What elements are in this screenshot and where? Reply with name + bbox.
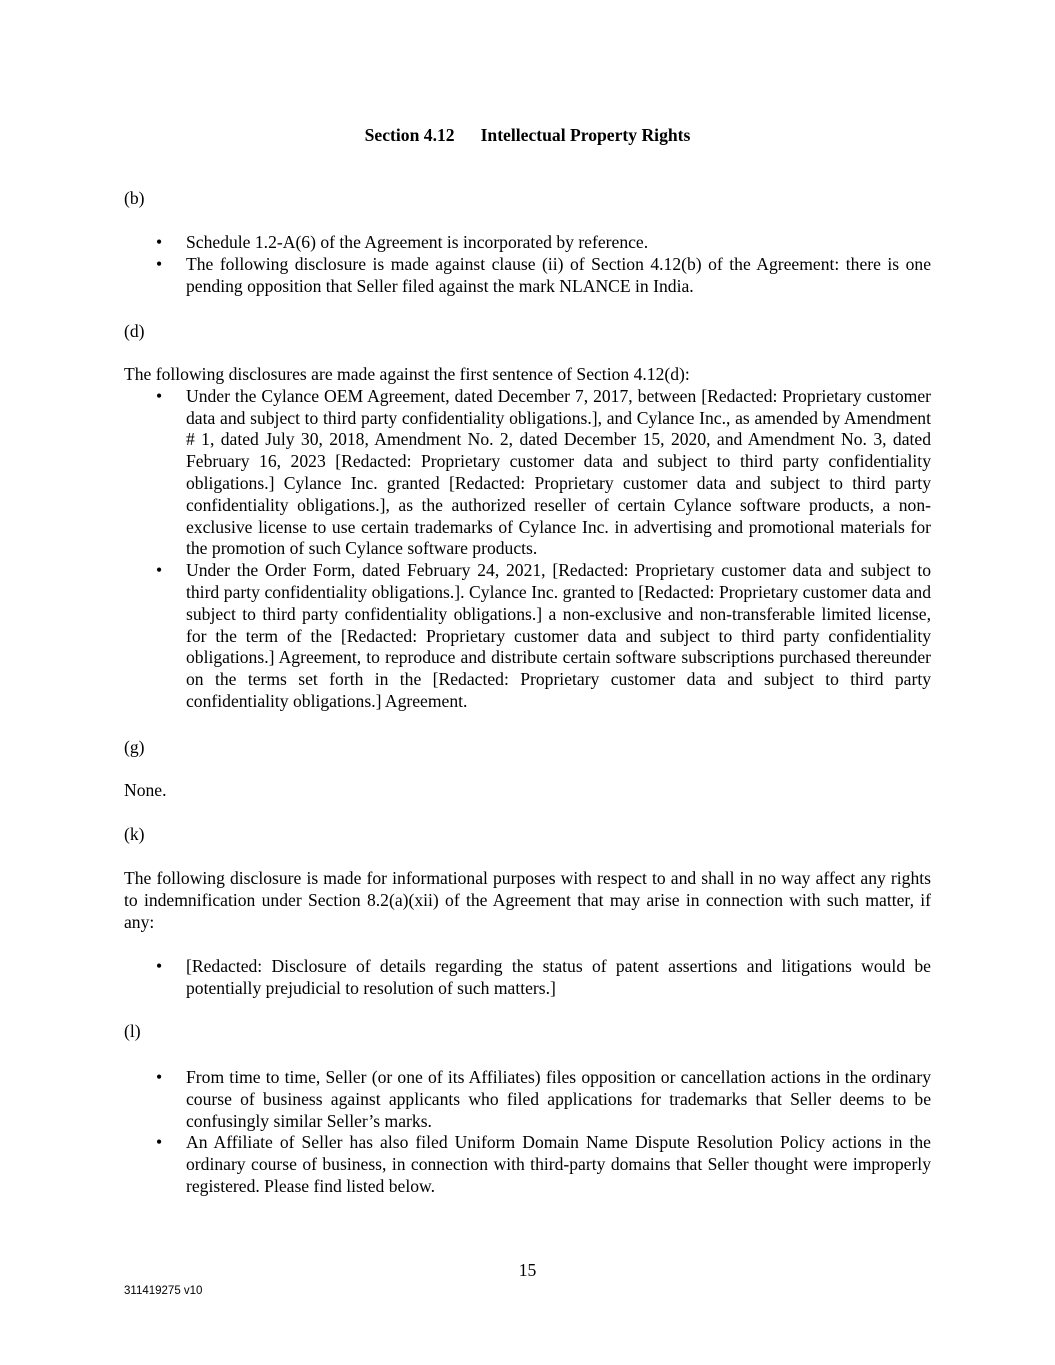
section-number: Section 4.12	[364, 125, 455, 145]
page-number: 15	[518, 1260, 537, 1280]
list-item: • An Affiliate of Seller has also filed Uniform Domain Name Dispute Resolution Policy actions in the ordinary course of business, in connection with third-party domains that Seller thought were improperly registered. Please find listed below.	[156, 1132, 931, 1196]
list-k	[124, 956, 931, 1000]
bullet-icon: •	[156, 232, 163, 252]
list-item: • The following disclosure is made against clause (ii) of Section 4.12(b) of the Agreement: there is one pending opposition that Seller filed against the mark NLANCE in India.	[156, 253, 931, 296]
bullet-icon: •	[156, 1067, 163, 1087]
bullet-icon: •	[156, 956, 163, 976]
list-item: • From time to time, Seller (or one of its Affiliates) files opposition or cancellation actions in the ordinary course of business against applicants who filed applications for trademarks that Seller deems to be confusingly similar Seller’s marks.	[156, 1067, 931, 1131]
document-id-footer: 311419275 v10	[124, 1285, 203, 1297]
list-item: • Schedule 1.2-A(6) of the Agreement is incorporated by reference.	[156, 232, 649, 252]
bullet-icon: •	[156, 1132, 163, 1153]
label-g: (g)	[124, 737, 145, 757]
text-g: None.	[124, 780, 167, 800]
list-l	[124, 1067, 931, 1198]
bullet-icon: •	[156, 253, 163, 274]
label-l: (l)	[124, 1021, 141, 1041]
intro-k: The following disclosure is made for informational purposes with respect to and shall in no way affect any rights to indemnification under Section 8.2(a)(xii) of the Agreement that may arise in connection with such matter, if any:	[124, 868, 931, 932]
label-d: (d)	[124, 321, 145, 341]
list-b	[124, 232, 931, 297]
section-d	[124, 364, 931, 713]
section-title: Intellectual Property Rights	[480, 125, 691, 145]
intro-d: The following disclosures are made against the first sentence of Section 4.12(d):	[124, 364, 690, 384]
bullet-icon: •	[156, 560, 163, 581]
bullet-icon: •	[156, 385, 163, 406]
label-b: (b)	[124, 188, 145, 208]
section-heading	[0, 125, 1055, 147]
list-item: • Under the Order Form, dated February 24, 2021, [Redacted: Proprietary customer data and subject to third party confidentiality obligations.]. Cylance Inc. granted to [Redacted: Proprietary customer data and subject to third party confidentiality obligations.] a non-exclusive and non-transferable limited license, for the term of the [Redacted: Proprietary customer data and subject to third party confidentiality obligations.] Agreement, to reproduce and distribute certain software subscriptions purchased thereunder on the terms set forth in the [Redacted: Proprietary customer data and subject to third party confidentiality obligations.] Agreement.	[156, 560, 931, 711]
list-item: • Under the Cylance OEM Agreement, dated December 7, 2017, between [Redacted: Proprietary customer data and subject to third party confidentiality obligations.], and Cylance Inc., as amended by Amendment # 1, dated July 30, 2018, Amendment No. 2, dated December 15, 2020, and Amendment No. 3, dated February 16, 2023 [Redacted: Proprietary customer data and subject to third party confidentiality obligations.] Cylance Inc. granted [Redacted: Proprietary customer data and subject to third party confidentiality obligations.], as the authorized reseller of certain Cylance software products, a non-exclusive license to use certain trademarks of Cylance Inc. in advertising and promotional materials for the promotion of such Cylance software products.	[156, 385, 931, 559]
label-k: (k)	[124, 824, 145, 844]
list-item: • [Redacted: Disclosure of details regarding the status of patent assertions and litigations would be potentially prejudicial to resolution of such matters.]	[156, 956, 931, 998]
